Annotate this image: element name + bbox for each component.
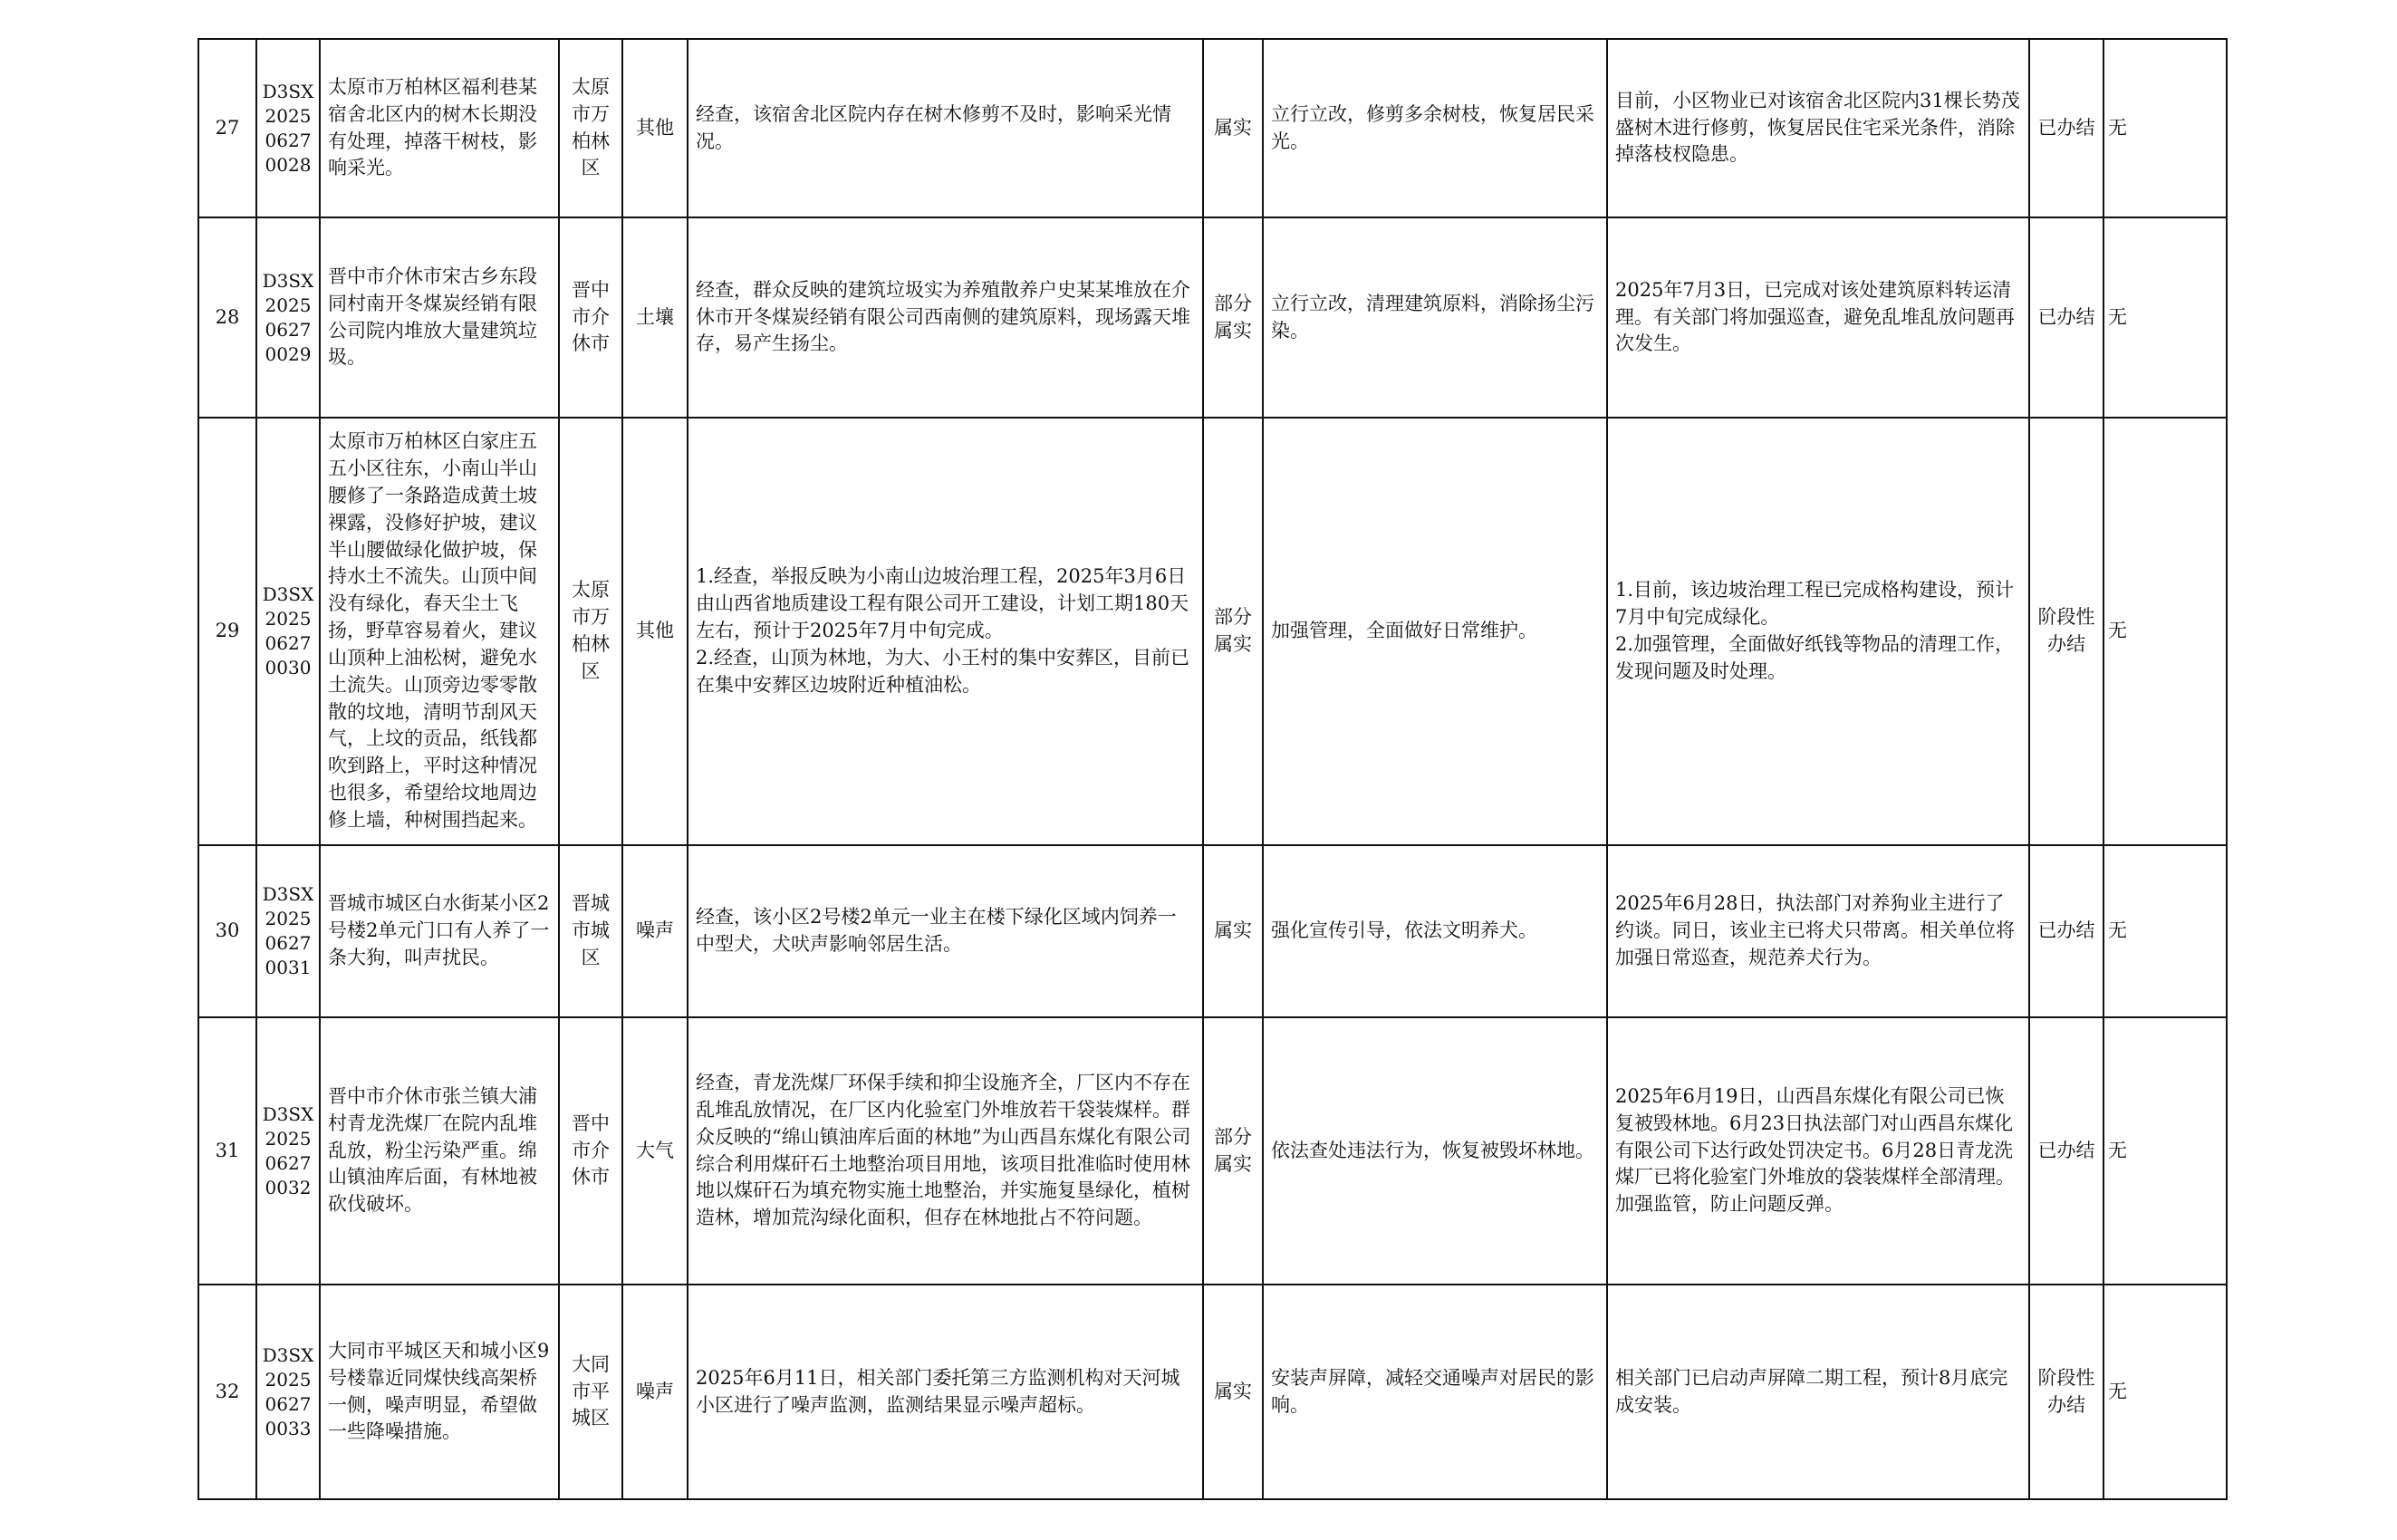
district: 大同市平城区 [559,1285,622,1499]
pollution-type: 土壤 [622,217,688,418]
row-number: 28 [198,217,256,418]
case-code: D3SX202506270029 [256,217,320,418]
investigation-findings: 1.经查，举报反映为小南山边坡治理工程，2025年3月6日由山西省地质建设工程有限公司开工建设，计划工期180天左右，预计于2025年7月中旬完成。 2.经查，山顶为林地，为大、小王村的集中安葬区，目前已在集中安葬区边坡附近种植油松。 [688,418,1203,845]
rectification-progress: 2025年6月19日，山西昌东煤化有限公司已恢复被毁林地。6月23日执法部门对山西昌东煤化有限公司下达行政处罚决定书。6月28日青龙洗煤厂已将化验室门外堆放的袋装煤样全部清理。加强监管，防止问题反弹。 [1607,1017,2029,1285]
table-row [198,1285,2227,1499]
complaint-description: 太原市万柏林区福利巷某宿舍北区内的树木长期没有处理，掉落干树枝，影响采光。 [320,39,559,217]
rectification-progress: 1.目前，该边坡治理工程已完成格构建设，预计7月中旬完成绿化。 2.加强管理，全面做好纸钱等物品的清理工作，发现问题及时处理。 [1607,418,2029,845]
case-status: 已办结 [2029,845,2103,1017]
pollution-type: 大气 [622,1017,688,1285]
table-body [198,39,2227,1499]
complaint-table [197,38,2228,1500]
case-code: D3SX202506270032 [256,1017,320,1285]
complaint-description: 晋城市城区白水街某小区2号楼2单元门口有人养了一条大狗，叫声扰民。 [320,845,559,1017]
accountability: 无 [2103,418,2227,845]
verification-result: 属实 [1203,845,1263,1017]
verification-result: 部分属实 [1203,1017,1263,1285]
complaint-description: 大同市平城区天和城小区9号楼靠近同煤快线高架桥一侧，噪声明显，希望做一些降噪措施。 [320,1285,559,1499]
row-number: 32 [198,1285,256,1499]
complaint-description: 晋中市介休市宋古乡东段同村南开冬煤炭经销有限公司院内堆放大量建筑垃圾。 [320,217,559,418]
rectification-measures: 加强管理，全面做好日常维护。 [1263,418,1607,845]
table-row [198,39,2227,217]
case-status: 已办结 [2029,217,2103,418]
row-number: 29 [198,418,256,845]
rectification-progress: 目前，小区物业已对该宿舍北区院内31棵长势茂盛树木进行修剪，恢复居民住宅采光条件，消除掉落枝杈隐患。 [1607,39,2029,217]
rectification-progress: 2025年6月28日，执法部门对养狗业主进行了约谈。同日，该业主已将犬只带离。相关单位将加强日常巡查，规范养犬行为。 [1607,845,2029,1017]
investigation-findings: 经查，青龙洗煤厂环保手续和抑尘设施齐全，厂区内不存在乱堆乱放情况，在厂区内化验室门外堆放若干袋装煤样。群众反映的“绵山镇油库后面的林地”为山西昌东煤化有限公司综合利用煤矸石土地整治项目用地，该项目批准临时使用林地以煤矸石为填充物实施土地整治，并实施复垦绿化，植树造林，增加荒沟绿化面积，但存在林地批占不符问题。 [688,1017,1203,1285]
rectification-measures: 立行立改，清理建筑原料，消除扬尘污染。 [1263,217,1607,418]
case-code: D3SX202506270031 [256,845,320,1017]
case-code: D3SX202506270033 [256,1285,320,1499]
district: 晋中市介休市 [559,217,622,418]
verification-result: 部分属实 [1203,418,1263,845]
investigation-findings: 经查，该宿舍北区院内存在树木修剪不及时，影响采光情况。 [688,39,1203,217]
rectification-measures: 强化宣传引导，依法文明养犬。 [1263,845,1607,1017]
rectification-progress: 2025年7月3日，已完成对该处建筑原料转运清理。有关部门将加强巡查，避免乱堆乱放问题再次发生。 [1607,217,2029,418]
table-row [198,217,2227,418]
verification-result: 属实 [1203,39,1263,217]
case-code: D3SX202506270030 [256,418,320,845]
accountability: 无 [2103,845,2227,1017]
accountability: 无 [2103,1017,2227,1285]
pollution-type: 其他 [622,39,688,217]
row-number: 27 [198,39,256,217]
rectification-measures: 安装声屏障，减轻交通噪声对居民的影响。 [1263,1285,1607,1499]
district: 晋中市介休市 [559,1017,622,1285]
accountability: 无 [2103,1285,2227,1499]
rectification-progress: 相关部门已启动声屏障二期工程，预计8月底完成安装。 [1607,1285,2029,1499]
investigation-findings: 经查，群众反映的建筑垃圾实为养殖散养户史某某堆放在介休市开冬煤炭经销有限公司西南侧的建筑原料，现场露天堆存，易产生扬尘。 [688,217,1203,418]
table-row [198,845,2227,1017]
complaint-description: 太原市万柏林区白家庄五五小区往东，小南山半山腰修了一条路造成黄土坡裸露，没修好护坡，建议半山腰做绿化做护坡，保持水土不流失。山顶中间没有绿化，春天尘土飞扬，野草容易着火，建议山顶种上油松树，避免水土流失。山顶旁边零零散散的坟地，清明节刮风天气，上坟的贡品，纸钱都吹到路上，平时这种情况也很多，希望给坟地周边修上墙，种树围挡起来。 [320,418,559,845]
investigation-findings: 2025年6月11日，相关部门委托第三方监测机构对天河城小区进行了噪声监测，监测结果显示噪声超标。 [688,1285,1203,1499]
case-status: 已办结 [2029,39,2103,217]
pollution-type: 噪声 [622,1285,688,1499]
accountability: 无 [2103,217,2227,418]
case-status: 已办结 [2029,1017,2103,1285]
rectification-measures: 依法查处违法行为，恢复被毁坏林地。 [1263,1017,1607,1285]
rectification-measures: 立行立改，修剪多余树枝，恢复居民采光。 [1263,39,1607,217]
table-row [198,418,2227,845]
table-row [198,1017,2227,1285]
case-code: D3SX202506270028 [256,39,320,217]
investigation-findings: 经查，该小区2号楼2单元一业主在楼下绿化区域内饲养一中型犬，犬吠声影响邻居生活。 [688,845,1203,1017]
case-status: 阶段性办结 [2029,418,2103,845]
verification-result: 部分属实 [1203,217,1263,418]
district: 太原市万柏林区 [559,39,622,217]
row-number: 30 [198,845,256,1017]
verification-result: 属实 [1203,1285,1263,1499]
district: 晋城市城区 [559,845,622,1017]
row-number: 31 [198,1017,256,1285]
accountability: 无 [2103,39,2227,217]
pollution-type: 其他 [622,418,688,845]
case-status: 阶段性办结 [2029,1285,2103,1499]
pollution-type: 噪声 [622,845,688,1017]
district: 太原市万柏林区 [559,418,622,845]
complaint-description: 晋中市介休市张兰镇大浦村青龙洗煤厂在院内乱堆乱放，粉尘污染严重。绵山镇油库后面，有林地被砍伐破坏。 [320,1017,559,1285]
